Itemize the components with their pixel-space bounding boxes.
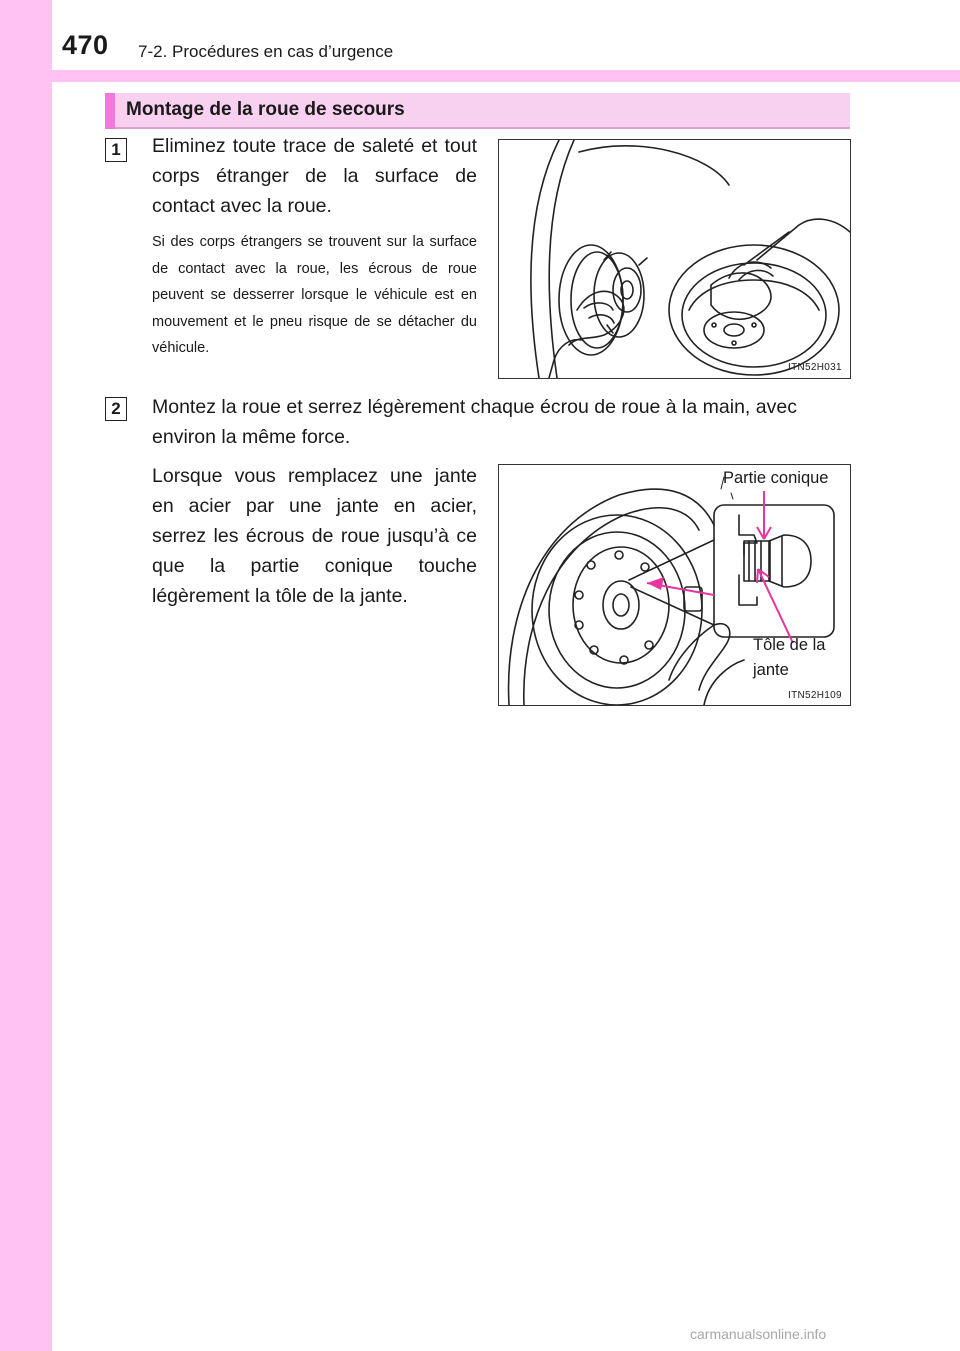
step-1-number: 1 bbox=[105, 138, 127, 162]
watermark: carmanualsonline.info bbox=[690, 1326, 827, 1342]
figure-2-code: ITN52H109 bbox=[788, 690, 842, 701]
clean-hub-illustration bbox=[499, 140, 850, 378]
step-2-number: 2 bbox=[105, 397, 127, 421]
figure-clean-hub bbox=[498, 139, 851, 379]
step-1-text: Eliminez toute trace de saleté et tout corps étranger de la surface de contact avec la roue. bbox=[152, 135, 477, 217]
page-number: 470 bbox=[62, 30, 109, 60]
callout-partie-conique: Partie conique bbox=[723, 469, 829, 487]
step-2-note: Lorsque vous remplacez une jante en acier par une jante en acier, serrez les écrous de roue jusqu’à ce que la partie conique touche légèrement la tôle de la jante. bbox=[152, 465, 477, 607]
step-1-note: Si des corps étrangers se trouvent sur la surface de contact avec la roue, les écrous de roue peuvent se desserrer lorsque le véhicule est en mouvement et le pneu risque de se détacher du véhicule. bbox=[152, 234, 477, 356]
side-color-bar bbox=[0, 0, 52, 1351]
header-rule bbox=[52, 70, 960, 82]
figure-1-code: ITN52H031 bbox=[788, 362, 842, 373]
callout-tole-de-la-jante: Tôle de la jante bbox=[753, 636, 826, 679]
figure-tighten-nuts bbox=[498, 464, 851, 706]
step-2-text: Montez la roue et serrez légèrement chaque écrou de roue à la main, avec environ la même force. bbox=[152, 396, 797, 448]
running-head: 7-2. Procédures en cas d’urgence bbox=[138, 42, 394, 61]
section-title: Montage de la roue de secours bbox=[126, 99, 405, 120]
section-heading-accent bbox=[105, 93, 115, 129]
